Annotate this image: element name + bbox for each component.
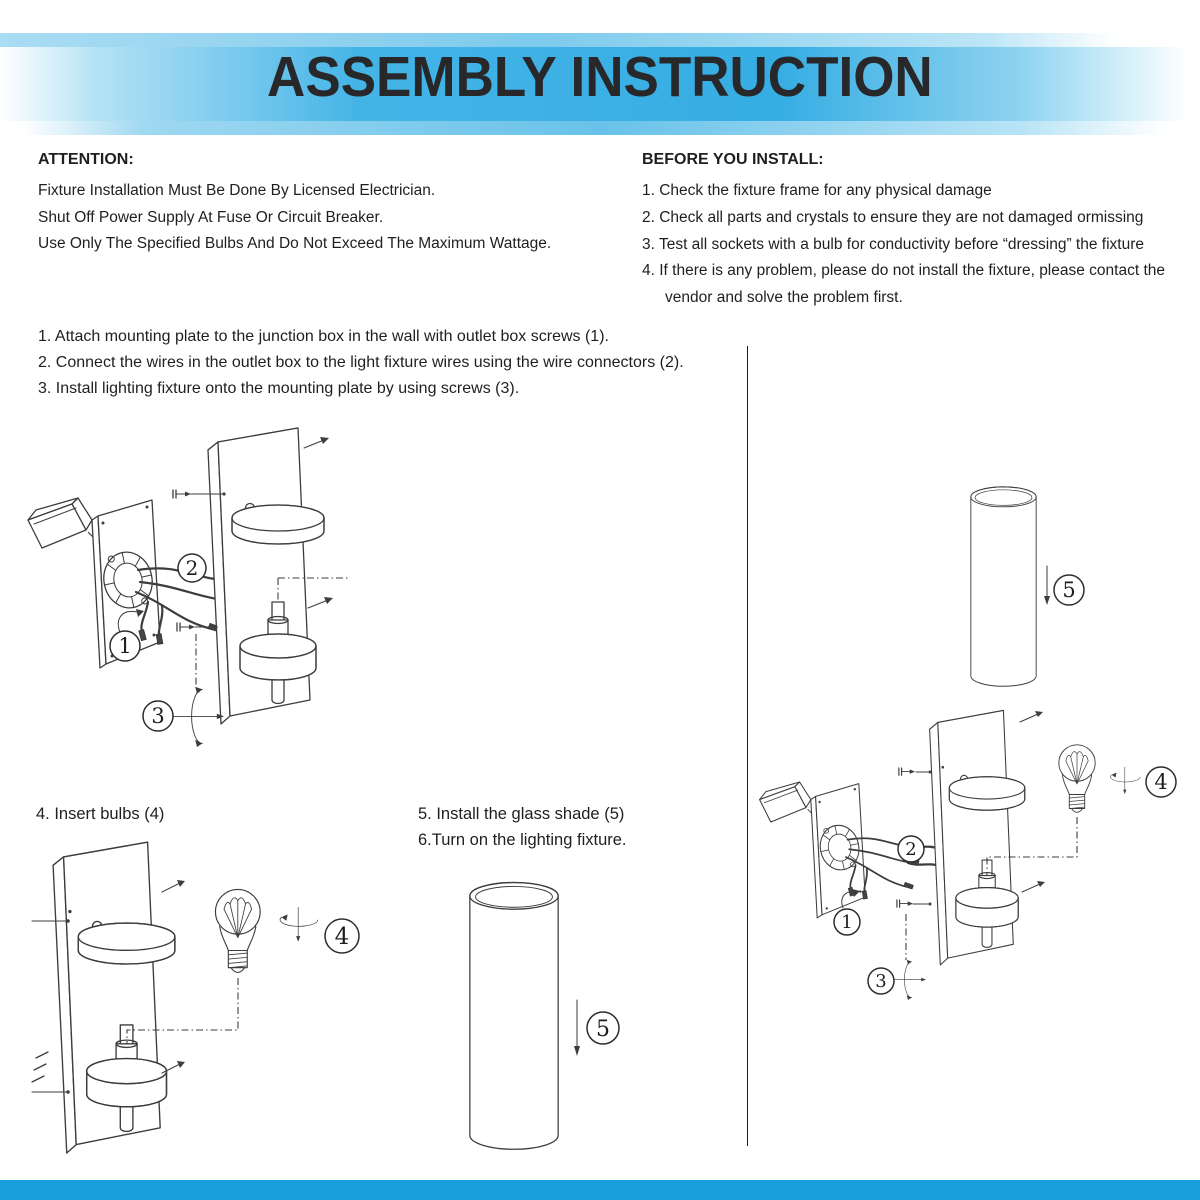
callout-2 <box>178 554 206 582</box>
panel-divider <box>747 346 748 1146</box>
attention-section <box>38 151 618 258</box>
svg-text:1: 1 <box>841 912 853 933</box>
svg-text:4: 4 <box>334 924 350 950</box>
glass-shade-diagram <box>440 870 660 1170</box>
callout-2 <box>898 836 924 862</box>
before-install-heading: BEFORE YOU INSTALL: <box>642 151 824 168</box>
attention-line: Use Only The Specified Bulbs And Do Not Exceed The Maximum Wattage. <box>38 235 552 252</box>
callout-1 <box>834 909 860 935</box>
before-install-item: 4. If there is any problem, please do not install the fixture, please contact the <box>642 262 1165 280</box>
install-step: 2. Connect the wires in the outlet box to the light fixture wires using the wire connectors (2). <box>38 353 684 371</box>
footer-bar <box>0 1180 1200 1200</box>
page-title: ASSEMBLY INSTRUCTION <box>267 45 933 109</box>
step5-label: 5. Install the glass shade (5) <box>418 805 625 823</box>
banner-strip-bottom <box>0 121 1200 135</box>
svg-text:1: 1 <box>118 634 132 658</box>
callout-4 <box>1146 767 1176 797</box>
callout-5 <box>587 1012 619 1044</box>
svg-text:5: 5 <box>1062 578 1076 602</box>
step4-label: 4. Insert bulbs (4) <box>36 805 165 823</box>
step6-label: 6.Turn on the lighting fixture. <box>418 830 627 849</box>
final-assembly-diagram <box>750 340 1200 1150</box>
callout-1 <box>110 631 140 661</box>
attention-line: Shut Off Power Supply At Fuse Or Circuit Breaker. <box>38 208 384 226</box>
before-install-item-continuation: vendor and solve the problem first. <box>665 289 903 307</box>
callout-3 <box>143 701 173 731</box>
svg-text:2: 2 <box>905 839 917 860</box>
svg-text:4: 4 <box>1154 770 1168 794</box>
svg-text:3: 3 <box>151 704 165 728</box>
callout-5 <box>1054 575 1084 605</box>
before-install-section <box>642 151 1187 312</box>
install-step: 3. Install lighting fixture onto the mounting plate by using screws (3). <box>38 379 520 397</box>
install-steps <box>38 324 758 401</box>
before-install-item: 3. Test all sockets with a bulb for conductivity before “dressing” the fixture <box>642 235 1144 253</box>
callout-3 <box>868 968 894 994</box>
before-install-item: 1. Check the fixture frame for any physical damage <box>642 182 992 199</box>
step5-6-labels <box>418 802 627 853</box>
svg-text:3: 3 <box>875 971 887 992</box>
mounting-diagram <box>10 402 430 767</box>
svg-text:5: 5 <box>596 1017 610 1042</box>
install-step: 1. Attach mounting plate to the junction box in the wall with outlet box screws (1). <box>38 328 609 345</box>
insert-bulb-diagram <box>20 830 440 1175</box>
attention-heading: ATTENTION: <box>38 151 134 168</box>
attention-line: Fixture Installation Must Be Done By Licensed Electrician. <box>38 182 436 199</box>
before-install-item: 2. Check all parts and crystals to ensure they are not damaged ormissing <box>642 208 1144 226</box>
callout-4 <box>325 919 359 953</box>
svg-text:2: 2 <box>185 556 199 580</box>
